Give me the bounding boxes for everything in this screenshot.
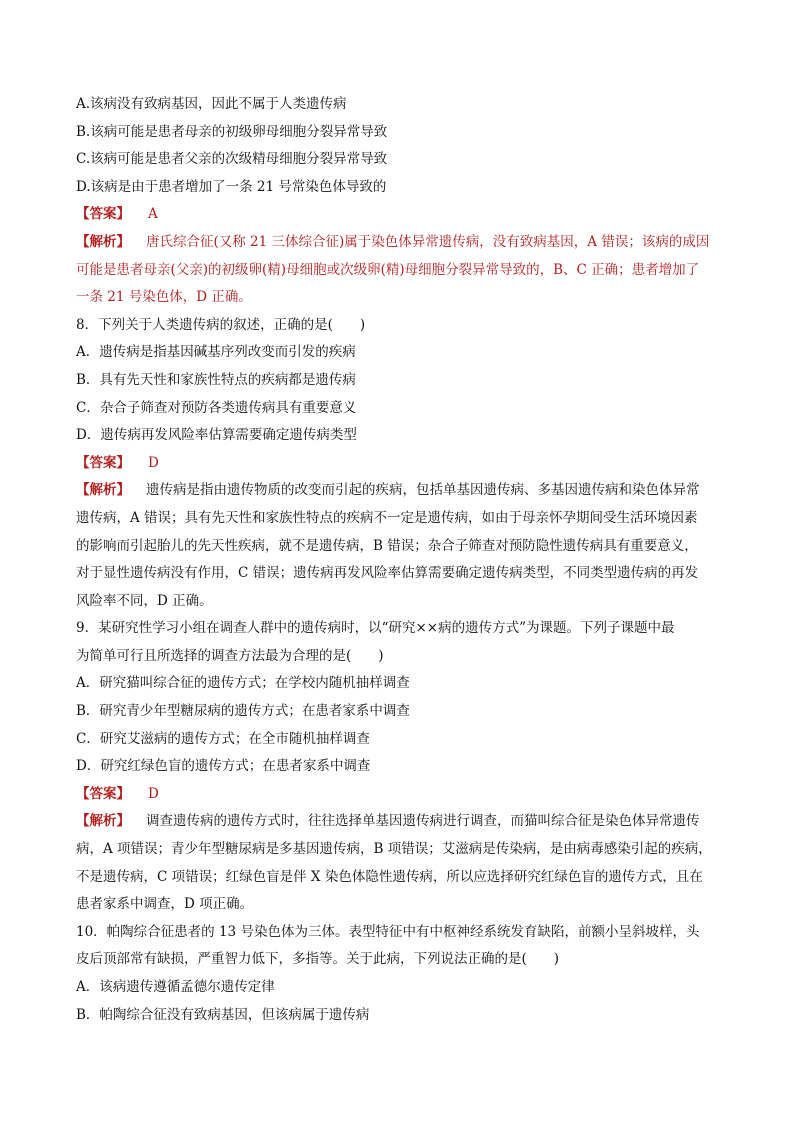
explanation-tag: 【解析】 <box>76 482 130 499</box>
q10-stem: 皮后顶部常有缺损，严重智力低下，多指等。关于此病，下列说法正确的是( ) <box>76 951 560 968</box>
q9-option-a: A．研究猫叫综合征的遗传方式；在学校内随机抽样调查 <box>76 675 410 692</box>
answer-tag: 【答案】 <box>76 454 130 471</box>
q9-explanation-line: 不是遗传病，C 项错误；红绿色盲是伴 X 染色体隐性遗传病，所以应选择研究红绿色盲的遗传方式，且在 <box>76 868 703 885</box>
q8-explanation-line: 的影响而引起胎儿的先天性疾病，就不是遗传病，B 错误；杂合子筛查对预防隐性遗传病具有重要意义， <box>76 537 698 554</box>
q8-option-a: A．遗传病是指基因碱基序列改变而引发的疾病 <box>76 344 356 361</box>
q9-stem: 9．某研究性学习小组在调查人群中的遗传病时，以“研究××病的遗传方式”为课题。下列子课题中最 <box>76 620 675 637</box>
answer-tag: 【答案】 <box>76 206 130 223</box>
q9-option-d: D．研究红绿色盲的遗传方式；在患者家系中调查 <box>76 758 371 775</box>
explanation-text: 调查遗传病的遗传方式时，往往选择单基因遗传病进行调查，而猫叫综合征是染色体异常遗传 <box>146 813 700 830</box>
q7-option-d: D.该病是由于患者增加了一条 21 号常染色体导致的 <box>76 178 387 195</box>
q9-stem: 为简单可行且所选择的调查方法最为合理的是( ) <box>76 647 384 664</box>
q9-explanation-line <box>76 808 726 836</box>
answer-value: D <box>148 785 159 802</box>
document-content <box>76 91 726 1029</box>
q8-answer-row <box>76 450 726 478</box>
q9-answer-row <box>76 781 726 809</box>
q10-option-a: A．该病遗传遵循孟德尔遗传定律 <box>76 979 275 995</box>
q8-option-c: C．杂合子筛查对预防各类遗传病具有重要意义 <box>76 399 357 416</box>
q7-explanation-line <box>76 229 726 257</box>
q7-option-a: A.该病没有致病基因，因此不属于人类遗传病 <box>76 96 347 112</box>
q7-option-b: B.该病可能是患者母亲的初级卵母细胞分裂异常导致 <box>76 123 388 140</box>
q10-stem: 10．帕陶综合征患者的 13 号染色体为三体。表型特征中有中枢神经系统发育缺陷，前额小呈斜坡样，头 <box>76 923 700 940</box>
answer-value: A <box>148 206 158 223</box>
q8-option-d: D．遗传病再发风险率估算需要确定遗传病类型 <box>76 427 357 444</box>
answer-value: D <box>148 454 159 471</box>
q7-explanation-line: 一条 21 号染色体，D 正确。 <box>76 289 252 306</box>
q8-stem: 8．下列关于人类遗传病的叙述，正确的是( ) <box>76 316 366 333</box>
q7-explanation-line: 可能是患者母亲(父亲)的初级卵(精)母细胞或次级卵(精)母细胞分裂异常导致的，B、C 正确；患者增加了 <box>76 261 700 278</box>
q8-explanation-line: 对于显性遗传病没有作用，C 错误；遗传病再发风险率估算需要确定遗传病类型，不同类型遗传病的再发 <box>76 565 699 582</box>
q8-option-b: B．具有先天性和家族性特点的疾病都是遗传病 <box>76 371 356 388</box>
q9-explanation-line: 患者家系中调查，D 项正确。 <box>76 896 254 913</box>
q8-explanation-line: 风险率不同，D 正确。 <box>76 592 213 609</box>
answer-tag: 【答案】 <box>76 785 130 802</box>
explanation-tag: 【解析】 <box>76 233 130 250</box>
q9-option-c: C．研究艾滋病的遗传方式；在全市随机抽样调查 <box>76 730 370 747</box>
q8-explanation-line <box>76 477 726 505</box>
explanation-tag: 【解析】 <box>76 813 130 830</box>
q10-option-b: B．帕陶综合征没有致病基因，但该病属于遗传病 <box>76 1006 370 1023</box>
explanation-text: 遗传病是指由遗传物质的改变而引起的疾病，包括单基因遗传病、多基因遗传病和染色体异常 <box>146 482 700 499</box>
q9-explanation-line: 病，A 项错误；青少年型糖尿病是多基因遗传病，B 项错误；艾滋病是传染病，是由病毒感染引起的疾病， <box>76 841 712 858</box>
q7-answer-row <box>76 201 726 229</box>
q9-option-b: B．研究青少年型糖尿病的遗传方式；在患者家系中调查 <box>76 703 410 720</box>
q8-explanation-line: 遗传病，A 错误；具有先天性和家族性特点的疾病不一定是遗传病，如由于母亲怀孕期间受生活环境因素 <box>76 509 698 526</box>
q7-option-c: C.该病可能是患者父亲的次级精母细胞分裂异常导致 <box>76 151 388 168</box>
explanation-text: 唐氏综合征(又称 21 三体综合征)属于染色体异常遗传病，没有致病基因，A 错误；该病的成因 <box>146 233 710 250</box>
